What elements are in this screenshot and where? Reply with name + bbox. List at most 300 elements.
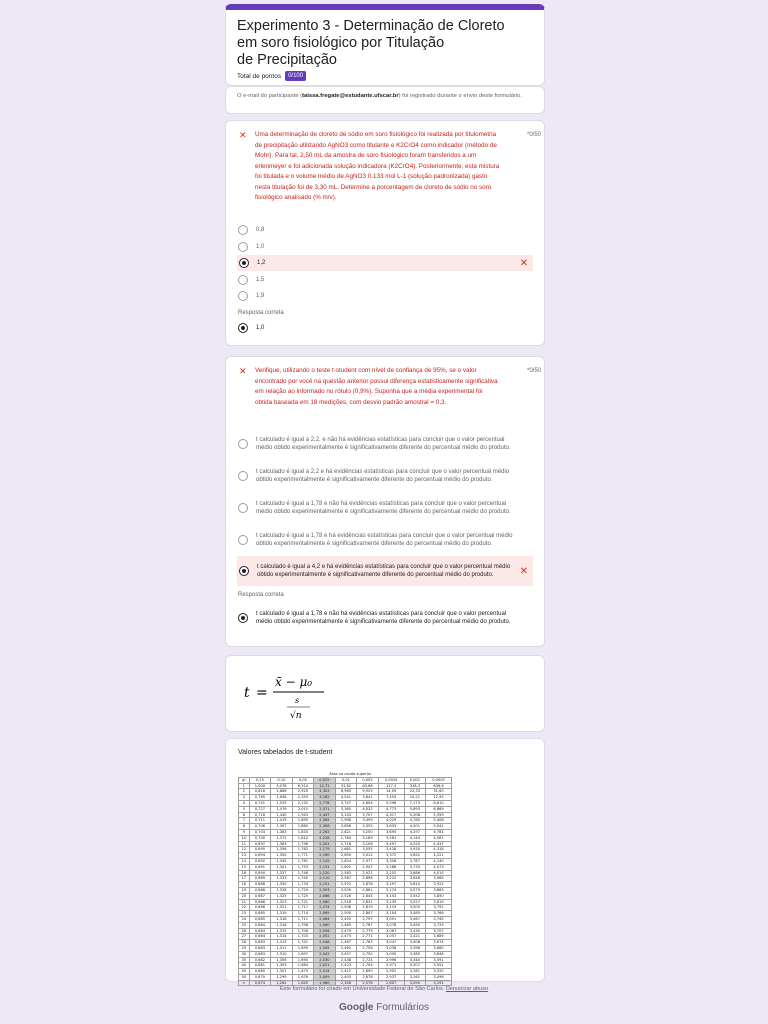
column-header: 0,0025 [378,777,404,783]
table-cell: 2,179 [314,847,336,853]
table-cell: 3,057 [378,934,404,940]
google-forms-logo[interactable]: Google Formulários [338,1002,430,1013]
formula-sqrt-n: √n [290,711,302,721]
table-cell: 0,694 [249,853,271,859]
table-cell: 1,833 [292,829,314,835]
table-cell: 4,541 [335,795,357,801]
table-cell: 1,717 [292,905,314,911]
table-cell: 0,686 [249,905,271,911]
table-cell: 50 [239,974,250,980]
table-cell: 1,330 [271,882,293,888]
q2-option[interactable]: t calculado é igual a 2,2 e há evidências estatísticas para concluir que o valor percentual médio obtido experimentalmente é significativamente diferente do percentual médio do produto. [238,462,533,489]
table-cell: 2,447 [314,812,336,818]
table-cell: 31,60 [426,789,452,795]
table-cell: 2,624 [335,858,357,864]
table-cell: 3,355 [357,824,379,830]
table-cell: 1,314 [271,934,293,940]
table-cell: 6,314 [292,783,314,789]
table-cell: 0,700 [249,835,271,841]
table-cell: 2,131 [314,864,336,870]
q2-option[interactable]: t calculado é igual a 2,2, e não há evidências estatísticas para concluir que o valor percentual médio obtido experimentalmente é significativamente diferente do percentual médio do produto. [238,430,533,457]
table-cell: 4,437 [426,841,452,847]
table-cell: 3,505 [404,905,426,911]
question-1-text: Uma determinação de cloreto de sódio em soro fisiológico foi realizada por titulometria de precipitação utilizando AgNO3 como titulante e K2CrO4 como indicador (método de Mohr). Para tal, 2,50 mL da amostra de soro fisiológico foram transferidos a um erlenmeyer e foi adicionada solução indicadora (K2CrO4). Posteriormente, esta mistura foi titulada e o volume médio de AgNO3 0,133 mol L-1 (solução padronizada) gasto nesta titulação foi de 3,30 mL. Determine a porcentagem de cloreto de sódio no soro fisiológico analisado (% m/v). [255,131,500,201]
table-cell: 14,09 [378,789,404,795]
table-cell: 1,315 [271,928,293,934]
table-cell: 4,140 [426,858,452,864]
table-cell: 3,725 [426,922,452,928]
formula-s: s [295,696,300,705]
radio-icon[interactable] [238,242,248,252]
table-cell: 12,71 [314,783,336,789]
table-cell: 3,965 [426,876,452,882]
table-cell: 2,042 [314,951,336,957]
table-cell: 2,971 [378,963,404,969]
table-cell: 5,598 [378,800,404,806]
table-cell: 7,453 [378,795,404,801]
t-formula-image [240,666,340,726]
table-cell: 1,690 [292,957,314,963]
correct-answer-label: Resposta correta [238,310,284,316]
table-cell: 4,221 [426,853,452,859]
table-cell: 0,688 [249,887,271,893]
table-cell: 2,045 [314,945,336,951]
column-header: 0,25 [249,777,271,783]
table-cell: 3 [239,795,250,801]
question-2-text: Verifique, utilizando o teste t-student com nível de confiança de 95%, se o valor encontrado por você na questão anterior possui diferença estatisticamente significativa em relação ao informado no rótulo (0,9%). Suponha que a média experimental foi obtida baseada em 18 medições, com desvio padrão amostral = 0,3. [255,367,498,406]
t-student-table [238,772,452,986]
table-cell: 2,528 [335,893,357,899]
footer-text: Este formulário foi criado em Universidade Federal de São Carlos. [279,986,445,992]
table-cell: 1,679 [292,969,314,975]
table-cell: 3,421 [404,934,426,940]
table-cell: 0,674 [249,980,271,986]
table-cell: 1,397 [271,824,293,830]
table-cell: 2,473 [335,934,357,940]
table-cell: 3,610 [404,882,426,888]
footer-notice [0,986,768,992]
wrong-answer-x-icon: ✕ [519,257,528,269]
table-cell: 4,318 [426,847,452,853]
table-cell: 1,383 [271,829,293,835]
table-cell: 2,819 [357,905,379,911]
table-cell: 2,977 [357,858,379,864]
table-cell: 2,145 [314,858,336,864]
table-cell: 1 [239,783,250,789]
q1-option[interactable]: 1,0 [238,241,533,253]
table-cell: 2,009 [314,974,336,980]
table-cell: 3,078 [378,922,404,928]
radio-icon[interactable] [238,471,248,481]
radio-checked-icon [238,613,248,623]
table-cell: 2,861 [357,887,379,893]
table-cell: 4,025 [404,841,426,847]
table-cell: 2,756 [357,945,379,951]
table-cell: 2,576 [357,980,379,986]
table-cell: 2,412 [335,969,357,975]
table-cell: 1,734 [292,882,314,888]
table-cell: 1,699 [292,945,314,951]
table-cell: 3,182 [314,795,336,801]
table-cell: 3,143 [335,812,357,818]
table-cell: 3,119 [378,905,404,911]
table-cell: 30 [239,951,250,957]
table-cell: 3,497 [378,841,404,847]
q1-correct-answer: 1,0 [238,322,533,334]
table-cell: 2,771 [357,934,379,940]
table-cell: 3,135 [378,899,404,905]
table-cell: 4,773 [378,806,404,812]
table-cell: 10,21 [404,795,426,801]
column-header: 0,05 [292,777,314,783]
table-cell: 0,687 [249,893,271,899]
table-cell: 3,745 [426,916,452,922]
table-cell: 2,064 [314,916,336,922]
radio-icon[interactable] [238,503,248,513]
table-cell: 3,551 [426,963,452,969]
table-cell: 1,303 [271,963,293,969]
table-cell: 7,173 [404,800,426,806]
table-cell: 10 [239,835,250,841]
table-cell: 1,782 [292,847,314,853]
table-cell: 0,816 [249,789,271,795]
table-cell: 5,208 [404,812,426,818]
table-cell: 1,895 [292,818,314,824]
table-cell: 3,707 [426,928,452,934]
table-cell: 3,552 [404,893,426,899]
table-cell: 3,660 [426,945,452,951]
table-cell: 4,785 [404,818,426,824]
table-cell: 2,015 [292,806,314,812]
table-cell: 0,741 [249,800,271,806]
table-cell: 3,291 [426,980,452,986]
table-cell: 4,144 [404,835,426,841]
table-cell: 0,695 [249,847,271,853]
table-cell: 6 [239,812,250,818]
radio-icon[interactable] [238,225,248,235]
column-header: 0,001 [404,777,426,783]
table-cell: 2,353 [292,795,314,801]
radio-icon[interactable] [238,439,248,449]
q1-option[interactable]: 1,9 [238,290,533,302]
table-cell: 4,073 [426,864,452,870]
table-cell: 3,922 [426,882,452,888]
table-cell: 2,996 [378,957,404,963]
table-cell: 2,650 [335,853,357,859]
table-cell: 3,787 [404,858,426,864]
table-cell: 0,682 [249,957,271,963]
radio-checked-icon[interactable] [239,258,249,268]
column-header: 0,025 [314,777,336,783]
table-cell: 21 [239,899,250,905]
table-cell: 14 [239,858,250,864]
table-cell: 2,110 [314,876,336,882]
table-cell: 2,952 [378,969,404,975]
table-cell: 0,691 [249,864,271,870]
table-cell: 2,132 [292,800,314,806]
table-cell: 3,250 [357,829,379,835]
table-cell: 1,325 [271,893,293,899]
table-cell: 3,686 [404,870,426,876]
table-cell: 1,356 [271,847,293,853]
table-cell: 3,396 [404,945,426,951]
q1-option[interactable]: 1,5 [238,274,533,286]
table-cell: 2,690 [357,969,379,975]
table-cell: 2,228 [314,835,336,841]
table-cell: 3,286 [378,864,404,870]
total-points [237,71,533,81]
table-cell: 5,841 [357,795,379,801]
table-cell: 27 [239,934,250,940]
table-cell: 26 [239,928,250,934]
table-cell: 3,055 [357,847,379,853]
table-cell: 3,852 [404,853,426,859]
table-cell: 1,697 [292,951,314,957]
table-cell: 17 [239,876,250,882]
q2-option[interactable]: t calculado é igual a 1,78 e há evidências estatísticas para concluir que o valor percentual médio obtido experimentalmente é significativamente diferente do percentual médio do produto. [238,526,533,553]
table-cell: 4,604 [357,800,379,806]
table-cell: 3,485 [404,911,426,917]
table-cell: 3,030 [378,951,404,957]
table-cell: 4,029 [378,818,404,824]
table-cell: 4,781 [426,829,452,835]
table-cell: 2,500 [335,911,357,917]
table-cell: 3,385 [404,951,426,957]
table-cell: 3,733 [404,864,426,870]
form-header-card [225,4,545,86]
table-cell: 3,747 [335,800,357,806]
table-cell: 2,797 [357,916,379,922]
table-cell: 4 [239,800,250,806]
table-cell: 8,610 [426,800,452,806]
table-cell: 12,92 [426,795,452,801]
table-cell: 1,753 [292,864,314,870]
table-cell: 19 [239,887,250,893]
table-cell: 2,937 [378,974,404,980]
table-cell: 0,681 [249,963,271,969]
table-cell: 3,222 [378,876,404,882]
table-cell: 1,476 [271,806,293,812]
table-cell: 3,883 [426,887,452,893]
table-cell: 2,718 [335,841,357,847]
table-cell: 2,921 [357,870,379,876]
table-cell: 2,807 [357,911,379,917]
q2-option[interactable]: t calculado é igual a 1,78 e não há evidências estatísticas para concluir que o valor percentual médio obtido experimentalmente é significativamente diferente do percentual médio do produto. [238,494,533,521]
q1-option[interactable]: 0,8 [238,224,533,236]
table-cell: 2,492 [335,916,357,922]
table-cell: 45 [239,969,250,975]
table-cell: 0,690 [249,870,271,876]
table-cell: 3,408 [404,940,426,946]
table-cell: 1,319 [271,911,293,917]
radio-icon[interactable] [238,275,248,285]
table-cell: 1,645 [292,980,314,986]
table-cell: 2,052 [314,934,336,940]
table-cell: 1,746 [292,870,314,876]
table-cell: 2,678 [357,974,379,980]
table-cell: 2,602 [335,864,357,870]
table-cell: 1,886 [271,789,293,795]
table-cell: 1,341 [271,864,293,870]
table-cell: 2 [239,789,250,795]
table-cell: 2,831 [357,899,379,905]
table-cell: 2,120 [314,870,336,876]
table-cell: 3,067 [378,928,404,934]
table-cell: 3,169 [357,835,379,841]
table-cell: 22 [239,905,250,911]
table-cell: 2,074 [314,905,336,911]
table-cell: 4,015 [426,870,452,876]
table-cell: 1,316 [271,922,293,928]
table-cell: 0,697 [249,841,271,847]
table-cell: 16 [239,870,250,876]
table-cell: 3,174 [378,887,404,893]
column-header: 0,005 [357,777,379,783]
participant-email: taissa.fregate@estudante.ufscar.br [302,93,399,99]
table-cell: 18 [239,882,250,888]
table-cell: 1,310 [271,951,293,957]
table-cell: 1,740 [292,876,314,882]
table-cell: 3,372 [378,853,404,859]
table-cell: 3,252 [378,870,404,876]
table-cell: 2,552 [335,882,357,888]
table-cell: 3,930 [404,847,426,853]
table-cell: 3,819 [426,899,452,905]
table-cell: 29 [239,945,250,951]
table-cell: 6,869 [426,806,452,812]
table-cell: 0,727 [249,806,271,812]
table-cell: 3,581 [378,835,404,841]
table-cell: 31,82 [335,783,357,789]
column-header: 0,01 [335,777,357,783]
score-badge: 0/100 [285,71,306,81]
table-cell: 2,821 [335,829,357,835]
table-cell: 2,898 [357,876,379,882]
table-cell: 0,685 [249,911,271,917]
table-cell: 5,041 [426,824,452,830]
table-cell: 1,282 [271,980,293,986]
table-cell: 4,501 [404,824,426,830]
table-cell: 1,313 [271,940,293,946]
table-cell: 3,038 [378,945,404,951]
q1-option-selected-wrong[interactable]: 1,2 ✕ [237,255,533,271]
table-cell: 1,721 [292,899,314,905]
question-1-header [237,130,541,204]
radio-icon[interactable] [238,291,248,301]
table-cell: 2,262 [314,829,336,835]
table-cell: 3,435 [404,928,426,934]
table-cell: 2,571 [314,806,336,812]
area-header: Área na cauda superior [329,772,372,776]
q2-correct-answer: t calculado é igual a 1,78 e não há evidências estatísticas para concluir que o valor percentual médio obtido experimentalmente é significativamente diferente do percentual médio do produto. [238,604,533,631]
table-cell: 2,048 [314,940,336,946]
table-cell: 2,724 [357,957,379,963]
report-abuse-link[interactable]: Denunciar abuso [445,986,489,992]
table-cell: 5,893 [404,806,426,812]
table-cell: 2,457 [335,951,357,957]
table-cell: 2,998 [335,818,357,824]
table-cell: 1,415 [271,818,293,824]
table-cell: 2,518 [335,899,357,905]
radio-icon[interactable] [238,535,248,545]
table-cell: 1,301 [271,969,293,975]
table-cell: 2,539 [335,887,357,893]
table-cell: 2,326 [335,980,357,986]
table-cell: 2,306 [314,824,336,830]
table-cell: 2,704 [357,963,379,969]
table-cell: 2,080 [314,899,336,905]
table-cell: 2,479 [335,928,357,934]
table-cell: 1,311 [271,945,293,951]
table-cell: 3,467 [404,916,426,922]
table-cell: 3,197 [378,882,404,888]
table-cell: 1,706 [292,928,314,934]
table-cell: 3,104 [378,911,404,917]
table-cell: 2,763 [357,940,379,946]
table-cell: 3,646 [404,876,426,882]
table-cell: 1,372 [271,835,293,841]
table-cell: 3,850 [426,893,452,899]
table-cell: 63,66 [357,783,379,789]
table-cell: 0,683 [249,945,271,951]
table-cell: 2,060 [314,922,336,928]
table-cell: 2,467 [335,940,357,946]
table-cell: 4,032 [357,806,379,812]
table-cell: 1,328 [271,887,293,893]
table-cell: 2,764 [335,835,357,841]
column-header: 0,10 [271,777,293,783]
table-cell: 0,684 [249,928,271,934]
radio-checked-icon[interactable] [239,566,249,576]
table-cell: 3,340 [404,957,426,963]
table-cell: 3,307 [404,963,426,969]
table-cell: 1,761 [292,858,314,864]
table-cell: 3,792 [426,905,452,911]
table-cell: 3,579 [404,887,426,893]
question-1-card [225,120,545,346]
table-cell: 1,943 [292,812,314,818]
table-cell: 1,729 [292,887,314,893]
table-cell: 3,078 [271,783,293,789]
table-cell: 0,706 [249,824,271,830]
table-cell: 3,833 [378,824,404,830]
table-cell: 1,701 [292,940,314,946]
table-cell: 3,499 [357,818,379,824]
table-cell: 0,680 [249,969,271,975]
table-cell: 2,807 [378,980,404,986]
table-cell: 1,703 [292,934,314,940]
table-cell: 3,153 [378,893,404,899]
table-cell: 5,959 [426,812,452,818]
table-cell: 1,711 [292,916,314,922]
table-cell: 13 [239,853,250,859]
table-cell: 1,725 [292,893,314,899]
table-cell: 4,297 [404,829,426,835]
column-header: 0,0005 [426,777,452,783]
table-cell: 636,6 [426,783,452,789]
q2-option-selected-wrong[interactable]: t calculado é igual a 4,2 e há evidências estatísticas para concluir que o valor percentual médio obtido experimentalmente é significativamente diferente do percentual médio do produto. ✕ [237,556,533,586]
table-cell: 2,201 [314,841,336,847]
t-student-table-card [225,738,545,985]
table-cell: 2,878 [357,882,379,888]
table-cell: 2,403 [335,974,357,980]
table-cell: 1,684 [292,963,314,969]
table-cell: 3,674 [426,940,452,946]
table-cell: 35 [239,957,250,963]
table-cell: 0,684 [249,922,271,928]
table-cell: 1,337 [271,870,293,876]
table-cell: 0,679 [249,974,271,980]
